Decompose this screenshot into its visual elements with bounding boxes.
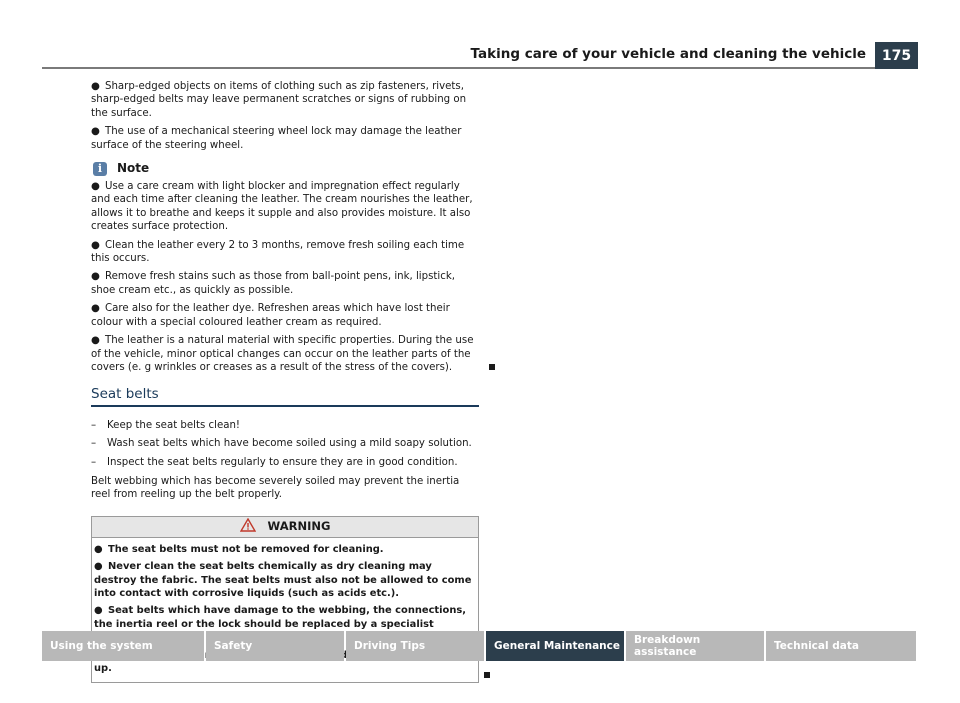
bullet-dot: ●: [91, 126, 100, 138]
steps-list: [91, 419, 479, 469]
step-item: – Wash seat belts which have become soiled using a mild soapy solution.: [91, 438, 472, 450]
intro-bullet: ● Sharp-edged objects on items of clothing such as zip fasteners, rivets, sharp-edged belts may leave permanent scratches or signs of rubbing on the surface.: [91, 81, 467, 119]
section-title: Seat belts: [91, 388, 479, 406]
bullet-dot: ●: [91, 239, 100, 251]
bullet-dot: ●: [94, 605, 103, 617]
header-rule: [42, 67, 875, 69]
page-header: [42, 42, 918, 68]
body-paragraph: Belt webbing which has become severely soiled may prevent the inertia reel from reeling up the belt properly.: [91, 475, 460, 501]
step-item: – Keep the seat belts clean!: [91, 419, 241, 431]
bullet-dot: ●: [91, 303, 100, 315]
note-bullet: ● Care also for the leather dye. Refreshen areas which have lost their colour with a special coloured leather cream as required.: [91, 303, 450, 328]
warning-bullet: up.: [94, 649, 476, 676]
dash-marker: –: [91, 438, 97, 450]
bullet-dot: ●: [94, 561, 103, 573]
note-heading: [91, 162, 479, 176]
dash-marker: –: [91, 456, 97, 468]
bullet-dot: ●: [91, 335, 100, 347]
bullet-dot: ●: [91, 271, 100, 283]
warning-bullet: ● Never clean the seat belts chemically as dry cleaning may destroy the fabric. The seat belts must also not be allowed to come into contact with corrosive liquids (such as acids etc.).: [94, 561, 472, 599]
bullet-dot: ●: [91, 181, 100, 193]
warning-heading: [92, 517, 478, 538]
info-icon: i: [93, 162, 107, 176]
footer-tab-breakdown-assistance[interactable]: Breakdown assistance: [626, 631, 764, 661]
warning-label: WARNING: [267, 519, 331, 534]
footer-tab-technical-data[interactable]: Technical data: [766, 631, 916, 661]
note-bullet: ● Use a care cream with light blocker and impregnation effect regularly and each time after cleaning the leather. The cream nourishes the leather, allows it to breathe and keeps it supple and also provides moisture. It also creates surface protection.: [91, 181, 473, 233]
warning-triangle-icon: [240, 518, 256, 535]
step-item: – Inspect the seat belts regularly to ensure they are in good condition.: [91, 456, 458, 468]
page-number: 175: [875, 42, 918, 69]
footer-tab-driving-tips[interactable]: Driving Tips: [346, 631, 484, 661]
dash-marker: –: [91, 419, 97, 431]
footer-tab-safety[interactable]: Safety: [206, 631, 344, 661]
intro-bullet: ● The use of a mechanical steering wheel lock may damage the leather surface of the steering wheel.: [91, 126, 462, 151]
note-bullet: ● Clean the leather every 2 to 3 months, remove fresh soiling each time this occurs.: [91, 239, 465, 265]
warning-bullet: ● The seat belts must not be removed for cleaning.: [94, 543, 384, 555]
warning-bullet: ● Seat belts which have damage to the webbing, the connections, the inertia reel or the lock should be replaced by a specialist: [94, 605, 466, 630]
note-label: Note: [117, 161, 150, 176]
bullet-dot: ●: [91, 81, 100, 92]
bullet-dot: ●: [94, 543, 103, 555]
footer-tab-general-maintenance[interactable]: General Maintenance: [486, 631, 624, 661]
footer-tab-using-the-system[interactable]: Using the system: [42, 631, 204, 661]
footer-nav: [42, 631, 918, 661]
content-column: [91, 80, 479, 683]
end-of-section-mark: [484, 672, 490, 678]
note-bullet: ● Remove fresh stains such as those from ball-point pens, ink, lipstick, shoe cream etc., as quickly as possible.: [91, 271, 455, 296]
page-header-title: Taking care of your vehicle and cleaning the vehicle: [470, 46, 866, 62]
end-of-section-mark: [489, 364, 495, 370]
note-bullet: ● The leather is a natural material with specific properties. During the use of the vehicle, minor optical changes can occur on the leather parts of the covers (e. g wrinkles or creases as a result of the stress of the covers).: [91, 334, 479, 374]
